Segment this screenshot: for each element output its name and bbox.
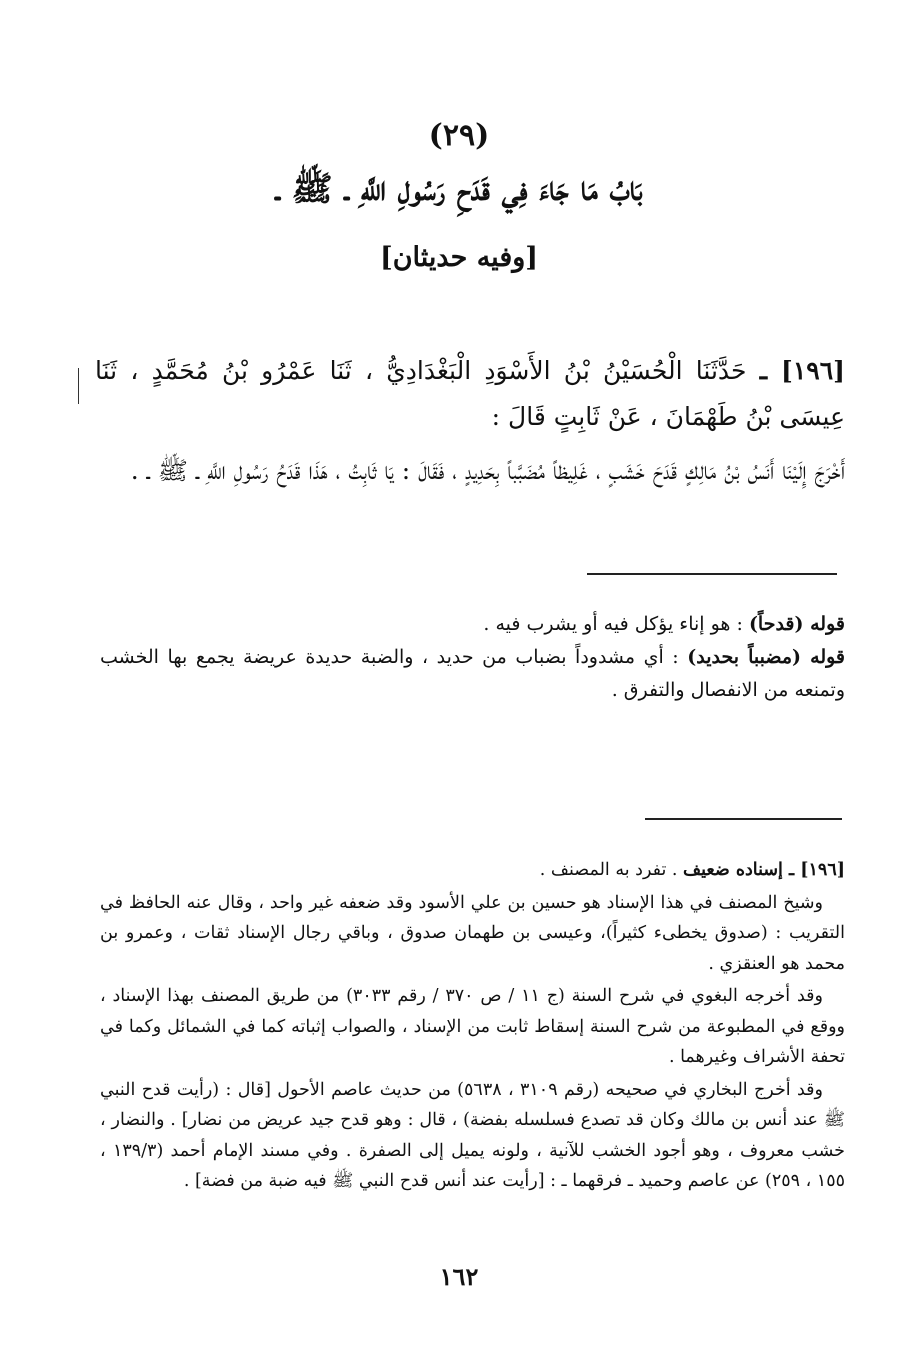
footnote-divider (645, 818, 842, 820)
page-number: ١٦٢ (439, 1262, 479, 1291)
chapter-title: بَابُ مَا جَاءَ فِي قَدَحِ رَسُولِ اللَّهِ ـ ﷺ ـ (275, 169, 643, 209)
hadith-number: [١٩٦] ـ (759, 356, 845, 385)
gloss-term: قوله (قدحاً) (748, 613, 845, 635)
footnotes-section (100, 855, 845, 1199)
footnote-ref-line (100, 855, 845, 886)
gloss-section (100, 608, 845, 707)
footnote-paragraph: وشيخ المصنف في هذا الإسناد هو حسين بن علي الأسود وقد ضعفه غير واحد ، وقال عنه الحافظ في التقريب : (صدوق يخطىء كثيراً)، وعيسى بن طهمان صدوق ، وباقي رجال الإسناد ثقات ، وعمرو بن محمد هو العنقزي . (100, 892, 845, 974)
hadith-isnad: حَدَّثَنَا الْحُسَيْنُ بْنُ الأَسْوَدِ الْبَغْدَادِيُّ ، ثَنَا عَمْرُو بْنُ مُحَمَّدٍ ، ثَنَا عِيسَى بْنُ طَهْمَانَ ، عَنْ ثَابِتٍ قَالَ : (95, 356, 845, 431)
footnote-first: . تفرد به المصنف . (539, 860, 684, 880)
footnote-paragraph: وقد أخرج البخاري في صحيحه (رقم ٣١٠٩ ، ٥٦٣٨) من حديث عاصم الأحول [قال : (رأيت قدح النبي ﷺ عند أنس بن مالك وكان قد تصدع فسلسله بفضة) ، قال : وهو قدح جيد عريض من نضار] . والنضار ، خشب معروف ، وهو أجود الخشب للآنية ، ولونه يميل إلى الصفرة . وفي مسند الإمام أحمد (١٣٩/٣ ، ١٥٥ ، ٢٥٩) عن عاصم وحميد ـ فرقهما ـ : [رأيت عند أنس قدح النبي ﷺ فيه ضبة من فضة] . (100, 1079, 846, 1191)
hadith-matn: أَخْرَجَ إِلَيْنَا أَنَسُ بْنُ مَالِكٍ قَدَحَ خَشَبٍ ، غَلِيظاً مُضَبَّباً بِحَدِيدٍ ، فَقَالَ : يَا ثَابِتُ ، هَذَا قَدَحُ رَسُولِ اللَّهِ ـ ﷺ ـ . (130, 456, 845, 485)
hadith-text (95, 348, 845, 502)
divider-line (587, 573, 837, 575)
chapter-subtitle: [وفيه حديثان] (379, 242, 539, 273)
gloss-text: : أي مشدوداً بضباب من حديد ، والضبة حديدة عريضة يجمع بها الخشب وتمنعه من الانفصال والتفرق . (100, 646, 845, 701)
gloss-term: قوله (مضبباً بحديد) (687, 646, 846, 668)
margin-mark (78, 368, 79, 404)
footnote-paragraph: وقد أخرجه البغوي في شرح السنة (ج ١١ / ص ٣٧٠ / رقم ٣٠٣٣) من طريق المصنف بهذا الإسناد ، ووقع في المطبوعة من شرح السنة إسقاط ثابت من الإسناد ، والصواب إثباته كما في الشمائل وكما في تحفة الأشراف وغيرهما . (100, 986, 845, 1067)
gloss-item (100, 641, 845, 707)
footnote-ref: [١٩٦] ـ إسناده ضعيف (683, 860, 845, 880)
gloss-text: : هو إناء يؤكل فيه أو يشرب فيه . (483, 613, 749, 635)
chapter-number: (٢٩) (428, 118, 490, 153)
hadith-isnad-paragraph (95, 348, 845, 440)
gloss-item (100, 608, 845, 641)
